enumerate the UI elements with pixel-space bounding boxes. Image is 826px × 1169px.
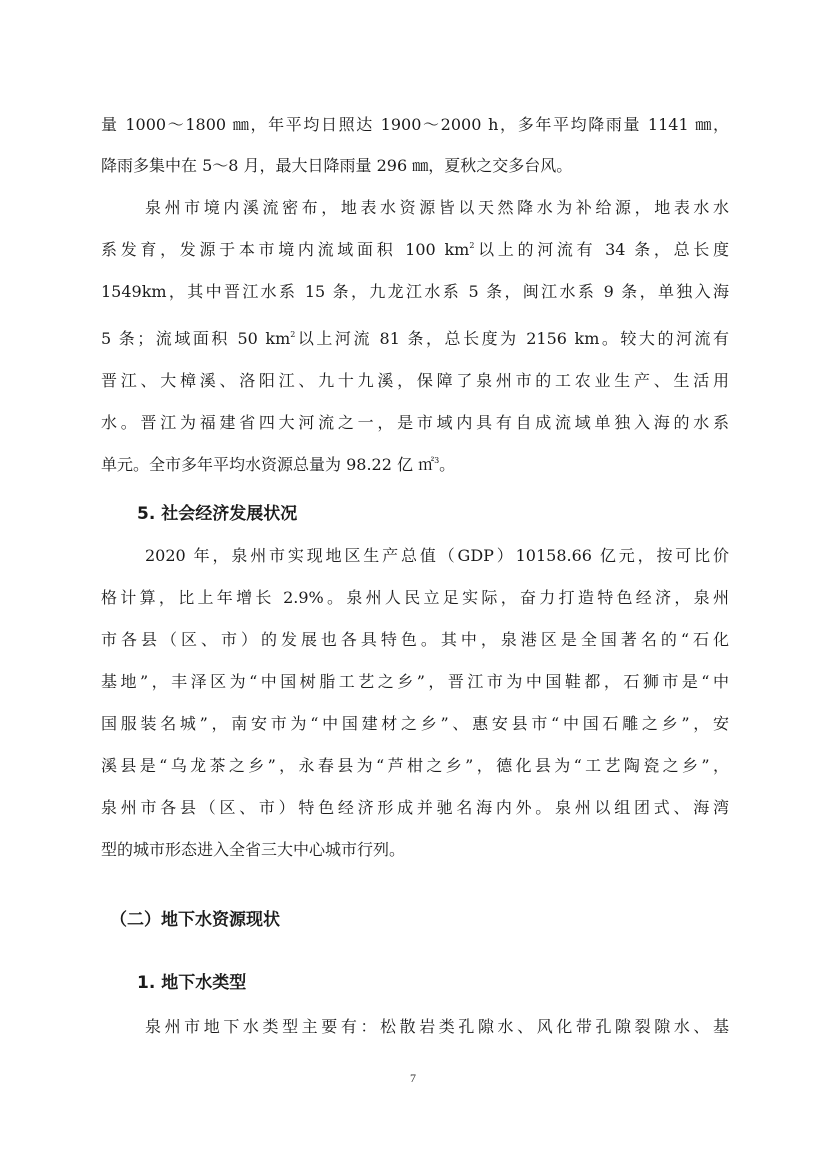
text-segment: 单元。全市多年平均水资源总量为 98.22 亿 ㎡ [101,455,435,474]
paragraph-line [101,238,729,262]
paragraph-line [101,327,729,351]
page-number: 7 [410,1071,416,1085]
paragraph-line: 1549km，其中晋江水系 15 条，九龙江水系 5 条，闽江水系 9 条，单独入海 [101,282,729,301]
paragraph-line: 基地”，丰泽区为“中国树脂工艺之乡”，晋江市为中国鞋都，石狮市是“中 [101,672,729,691]
text-segment: 5 条；流域面积 50 km [101,329,291,348]
paragraph-line: 水。晋江为福建省四大河流之一，是市域内具有自成流域单独入海的水系 [101,413,729,432]
text-segment: 以上的河流有 34 条，总长度 [474,240,729,259]
paragraph-line: 泉州市地下水类型主要有：松散岩类孔隙水、风化带孔隙裂隙水、基 [145,1017,729,1036]
paragraph-line: 降雨多集中在 5～8 月，最大日降雨量 296 ㎜，夏秋之交多台风。 [101,156,573,175]
paragraph-line: 量 1000～1800 ㎜，年平均日照达 1900～2000 h，多年平均降雨量 1141 ㎜， [101,115,729,134]
paragraph-line: 溪县是“乌龙茶之乡”，永春县为“芦柑之乡”，德化县为“工艺陶瓷之乡”， [101,756,729,775]
paragraph-line: 2020 年，泉州市实现地区生产总值（GDP）10158.66 亿元，按可比价 [145,546,729,565]
paragraph-line: 晋江、大樟溪、洛阳江、九十九溪，保障了泉州市的工农业生产、生活用 [101,371,729,390]
superscript: 3 [434,456,440,465]
text-segment: 系发育，发源于本市境内流域面积 100 km [101,240,470,259]
paragraph-line: 国服装名城”，南安市为“中国建材之乡”、惠安县市“中国石雕之乡”，安 [101,714,729,733]
paragraph-line: 格计算，比上年增长 2.9%。泉州人民立足实际，奋力打造特色经济，泉州 [101,588,729,607]
paragraph-line: 泉州市各县（区、市）特色经济形成并驰名海内外。泉州以组团式、海湾 [101,798,729,817]
paragraph-line: 型的城市形态进入全省三大中心城市行列。 [101,840,406,859]
paragraph-line [101,453,729,477]
superscript: 2 [469,241,475,250]
text-segment: 。 [439,455,456,474]
paragraph-line: 泉州市境内溪流密布，地表水资源皆以天然降水为补给源，地表水水 [145,198,729,217]
section-heading: （二）地下水资源现状 [110,910,280,930]
subsection-heading: 1. 地下水类型 [137,973,247,993]
superscript: 2 [290,330,296,339]
section-heading: 5. 社会经济发展状况 [137,504,298,524]
text-segment: 以上河流 81 条，总长度为 2156 km。较大的河流有 [295,329,729,348]
paragraph-line: 市各县（区、市）的发展也各具特色。其中，泉港区是全国著名的“石化 [101,630,729,649]
